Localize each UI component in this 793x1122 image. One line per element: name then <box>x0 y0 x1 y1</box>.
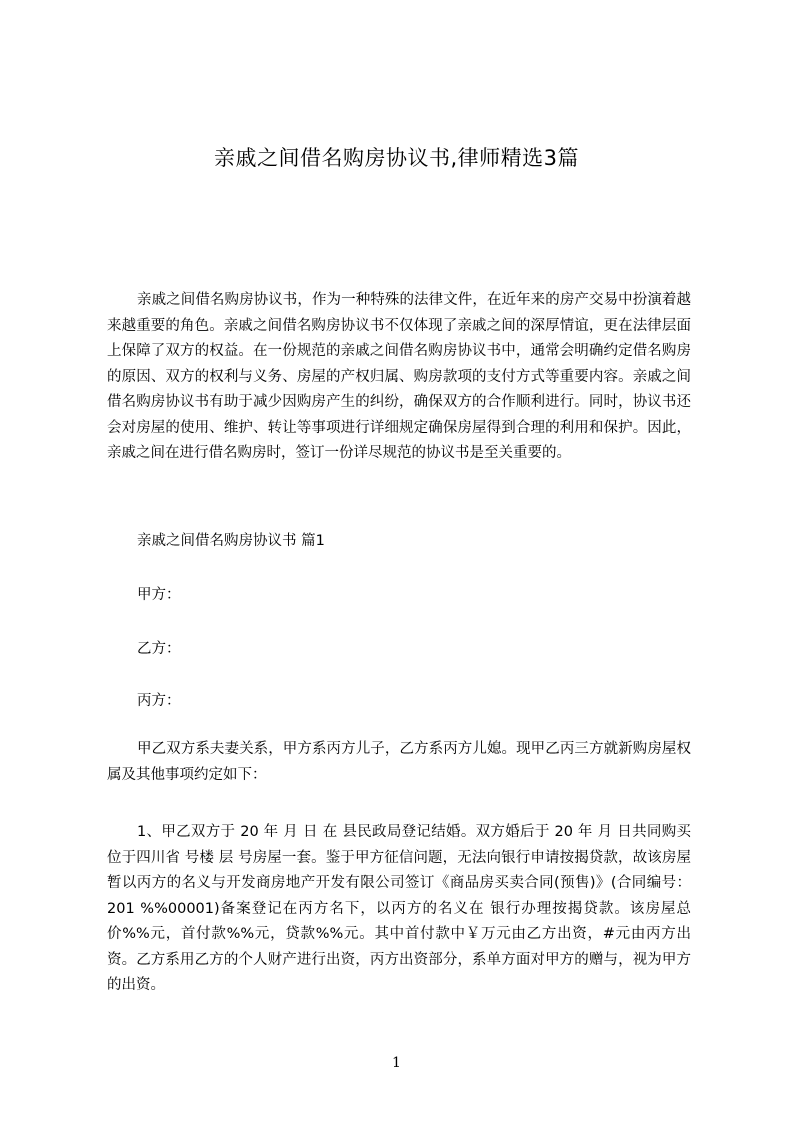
party-b-label: 乙方： <box>137 641 181 657</box>
page-number: 1 <box>392 1055 401 1071</box>
section-heading: 亲戚之间借名购房协议书 篇1 <box>137 533 325 549</box>
document-title: 亲戚之间借名购房协议书,律师精选3篇 <box>213 146 580 170</box>
relationship-paragraph: 甲乙双方系夫妻关系，甲方系丙方儿子，乙方系丙方儿媳。现甲乙丙三方就新购房屋权属及其他事项约定如下： <box>107 741 691 783</box>
intro-paragraph: 亲戚之间借名购房协议书，作为一种特殊的法律文件，在近年来的房产交易中扮演着越来越重要的角色。亲戚之间借名购房协议书不仅体现了亲戚之间的深厚情谊，更在法律层面上保障了双方的权益。在一份规范的亲戚之间借名购房协议书中，通常会明确约定借名购房的原因、双方的权利与义务、房屋的产权归属、购房款项的支付方式等重要内容。亲戚之间借名购房协议书有助于减少因购房产生的纠纷，确保双方的合作顺利进行。同时，协议书还会对房屋的使用、维护、转让等事项进行详细规定确保房屋得到合理的利用和保护。因此，亲戚之间在进行借名购房时，签订一份详尽规范的协议书是至关重要的。 <box>107 292 691 461</box>
party-a-label: 甲方： <box>137 587 181 603</box>
party-c-label: 丙方： <box>137 693 181 709</box>
clause-1-paragraph: 1、甲乙双方于 20 年 月 日 在 县民政局登记结婚。双方婚后于 20 年 月 日共同购买位于四川省 号楼 层 号房屋一套。鉴于甲方征信问题，无法向银行申请按揭贷款，故该房屋暂以丙方的名义与开发商房地产开发有限公司签订《商品房买卖合同(预售)》(合同编号：201 %%00001)备案登记在丙方名下，以丙方的名义在 银行办理按揭贷款。该房屋总价%%元，首付款%%元，贷款%%元。其中首付款中￥万元由乙方出资，#元由丙方出资。乙方系用乙方的个人财产进行出资，丙方出资部分，系单方面对甲方的赠与，视为甲方的出资。 <box>107 824 691 993</box>
